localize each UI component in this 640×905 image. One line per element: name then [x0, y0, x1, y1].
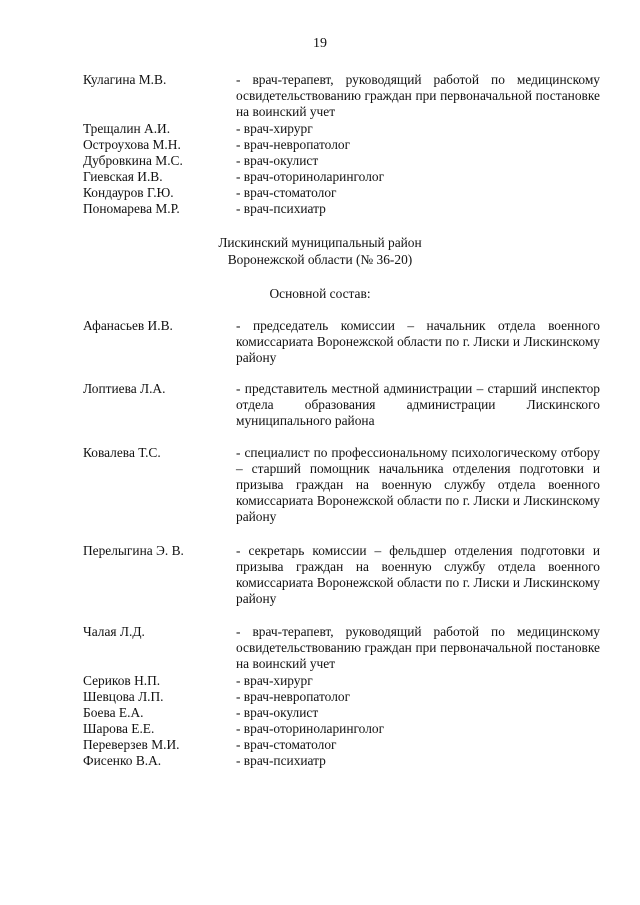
- member-role: - врач-невропатолог: [236, 137, 351, 152]
- member-name: Фисенко В.А.: [83, 753, 162, 768]
- member-role: - врач-хирург: [236, 673, 313, 688]
- member-role: - секретарь комиссии – фельдшер отделения подготовки и призыва граждан на военную службу отдела военного комиссариата Воронежской области по г. Лиски и Лискинскому району: [236, 543, 600, 606]
- member-name: Гиевская И.В.: [83, 169, 163, 184]
- member-role: - врач-невропатолог: [236, 689, 351, 704]
- member-role: - врач-оториноларинголог: [236, 721, 385, 736]
- section-subheading: Основной состав:: [269, 286, 371, 301]
- member-role: - врач-терапевт, руководящий работой по медицинскому освидетельствованию граждан при первоначальной постановке на воинский учет: [236, 624, 600, 671]
- member-role: - врач-оториноларинголог: [236, 169, 385, 184]
- member-name: Пономарева М.Р.: [83, 201, 180, 216]
- member-role: - врач-психиатр: [236, 201, 326, 216]
- member-name: Дубровкина М.С.: [83, 153, 183, 168]
- page-number: 19: [313, 36, 327, 51]
- member-role: - врач-психиатр: [236, 753, 326, 768]
- member-role: - врач-стоматолог: [236, 737, 337, 752]
- member-name: Переверзев М.И.: [83, 737, 180, 752]
- member-name: Сериков Н.П.: [83, 673, 161, 688]
- member-role: - врач-хирург: [236, 121, 313, 136]
- member-role: - врач-стоматолог: [236, 185, 337, 200]
- member-name: Кондауров Г.Ю.: [83, 185, 174, 200]
- member-name: Чалая Л.Д.: [83, 624, 145, 639]
- member-role: - председатель комиссии – начальник отдела военного комиссариата Воронежской области по г. Лиски и Лискинскому району: [236, 318, 600, 365]
- member-role: - представитель местной администрации – старший инспектор отдела образования администрации Лискинского муниципального района: [236, 381, 600, 428]
- member-name: Шарова Е.Е.: [83, 721, 155, 736]
- member-name: Ковалева Т.С.: [83, 445, 161, 460]
- district-region: Воронежской области (№ 36-20): [227, 252, 413, 267]
- member-role: - врач-окулист: [236, 153, 319, 168]
- member-name: Афанасьев И.В.: [83, 318, 173, 333]
- member-role: - врач-окулист: [236, 705, 319, 720]
- member-name: Перелыгина Э. В.: [83, 543, 184, 558]
- member-name: Остроухова М.Н.: [83, 137, 181, 152]
- member-name: Лоптиева Л.А.: [83, 381, 166, 396]
- member-name: Кулагина М.В.: [83, 72, 167, 87]
- member-role: - специалист по профессиональному психологическому отбору – старший помощник начальника отделения подготовки и призыва граждан на военную службу отдела военного комиссариата Воронежской области по г. Лиски и Лискинскому району: [236, 445, 600, 524]
- member-name: Боева Е.А.: [83, 705, 144, 720]
- member-name: Шевцова Л.П.: [83, 689, 164, 704]
- district-title: Лискинский муниципальный район: [218, 235, 422, 250]
- member-role: - врач-терапевт, руководящий работой по медицинскому освидетельствованию граждан при первоначальной постановке на воинский учет: [236, 72, 600, 119]
- member-name: Трещалин А.И.: [83, 121, 171, 136]
